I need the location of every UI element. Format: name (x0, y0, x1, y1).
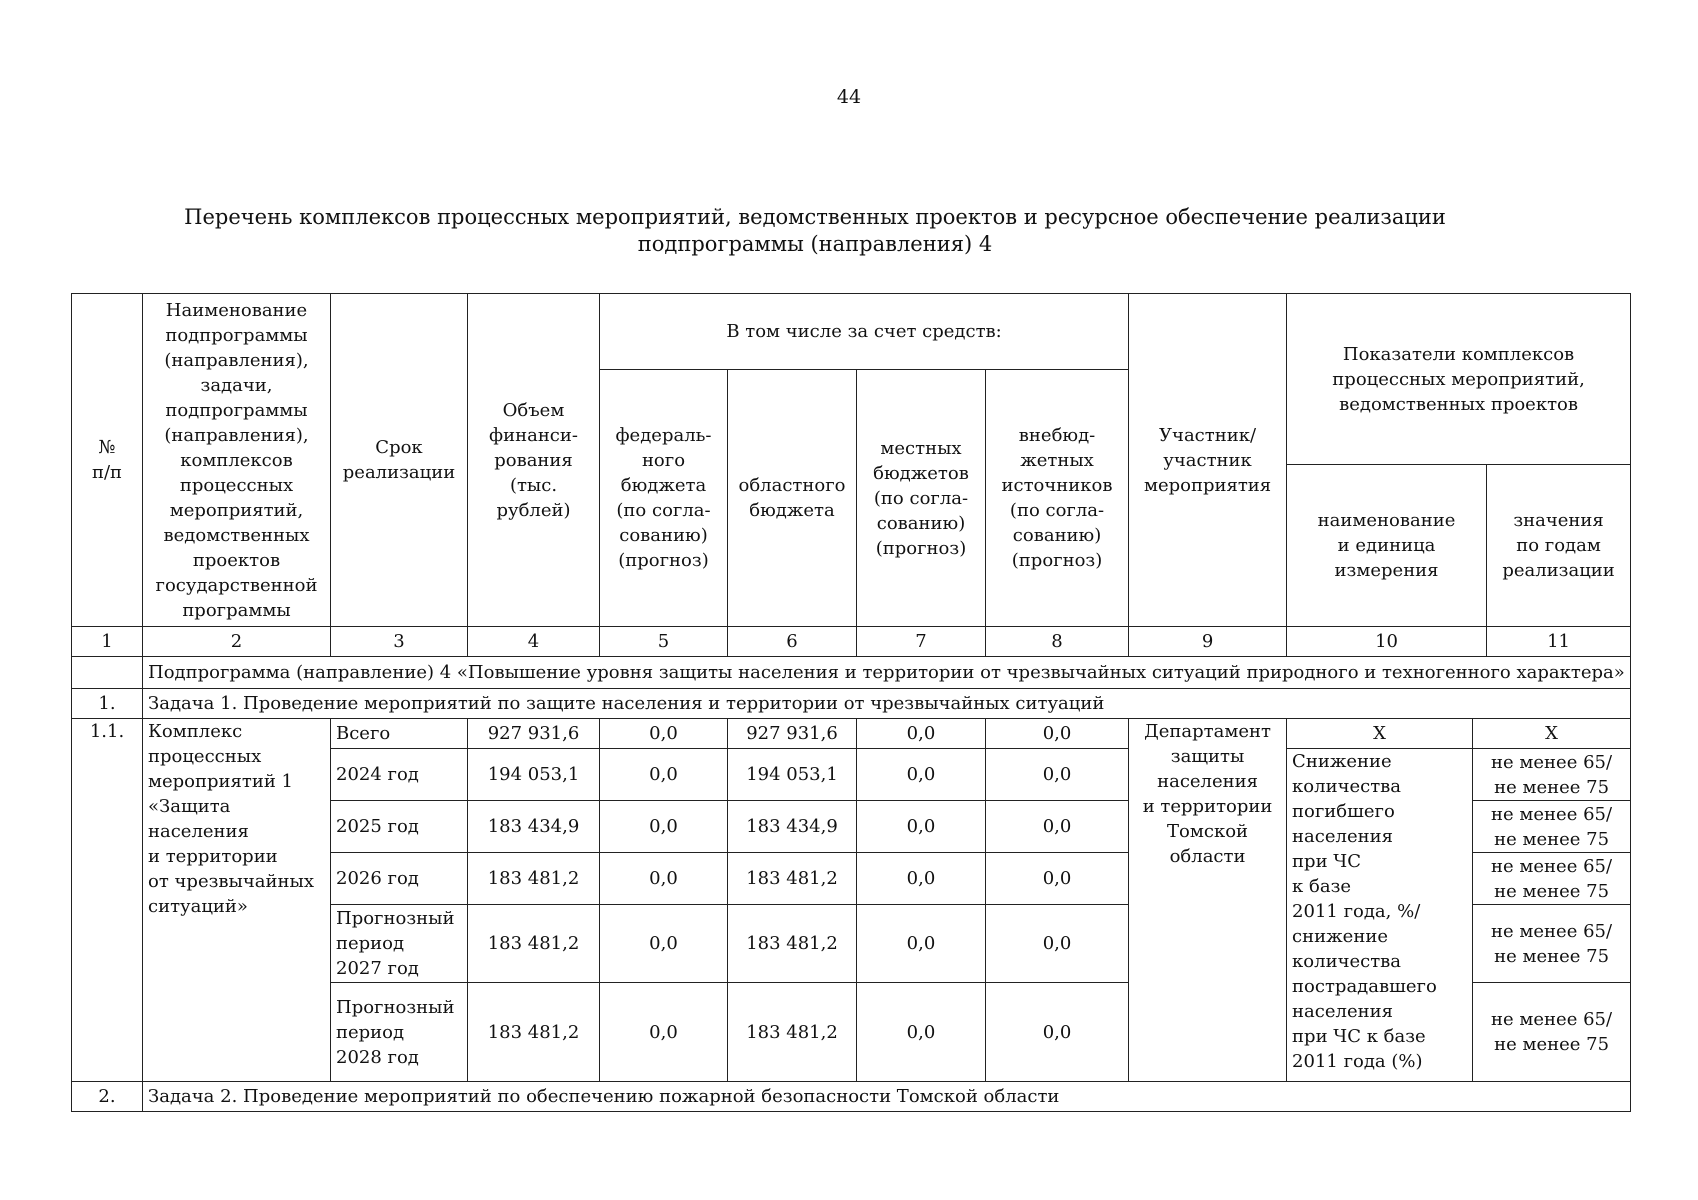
text-line: Наименование (165, 299, 308, 321)
text-line: (по согла- (873, 487, 969, 509)
text-line: мероприятия (1143, 474, 1272, 496)
text-line: защиты (1170, 746, 1245, 767)
text-line: не менее 75 (1494, 1034, 1610, 1055)
text-line: бюджета (749, 500, 835, 521)
task2-title: Задача 2. Проведение мероприятий по обеспечению пожарной безопасности Томской области (143, 1082, 1631, 1112)
text-line: не менее 65/ (1491, 751, 1613, 773)
row-term: Всего (331, 719, 468, 749)
text-line: Департамент (1144, 721, 1271, 742)
col-num: 1 (72, 627, 143, 657)
text-line: «Защита (148, 796, 231, 817)
text-line: № (98, 437, 116, 458)
text-line: подпрограммы (165, 324, 308, 346)
text-line: финанси- (489, 424, 578, 446)
text-line: процессных (148, 746, 262, 767)
text-line: и территории (1142, 796, 1273, 817)
row-volume: 927 931,6 (468, 719, 600, 749)
col-num: 6 (728, 627, 857, 657)
text-line: Участник/ (1159, 424, 1257, 446)
row-regional: 183 481,2 (728, 905, 857, 983)
row-extra: 0,0 (986, 853, 1129, 905)
column-numbers-row (72, 627, 1631, 657)
text-line: Томской (1167, 821, 1249, 842)
row-value (1473, 853, 1631, 905)
text-line: (прогноз) (1011, 550, 1103, 571)
value-x: X (1473, 719, 1631, 749)
text-line: реализации (1502, 560, 1615, 581)
text-line: Комплекс (148, 721, 243, 742)
header-federal (600, 370, 728, 627)
header-local (857, 370, 986, 627)
text-line: участник (1163, 449, 1252, 471)
col-num: 11 (1487, 627, 1631, 657)
col-num: 8 (986, 627, 1129, 657)
text-line: при ЧС (1292, 851, 1361, 872)
text-line: период (336, 933, 405, 954)
text-line: пострадавшего (1292, 976, 1437, 997)
indicator-x: X (1287, 719, 1473, 749)
text-line: рублей) (496, 499, 571, 521)
text-line: областного (738, 475, 846, 496)
text-line: подпрограммы (165, 399, 308, 421)
col-num: 9 (1129, 627, 1287, 657)
row-term: 2025 год (331, 801, 468, 853)
text-line: мероприятий 1 (148, 771, 294, 792)
row-regional: 194 053,1 (728, 749, 857, 801)
indicator-description (1287, 749, 1473, 1082)
text-line: Показатели комплексов (1342, 343, 1575, 365)
subprogram-title: Подпрограмма (направление) 4 «Повышение уровня защиты населения и территории от чрезвычайных ситуаций природного и техногенного характера» (143, 657, 1631, 689)
header-name (143, 294, 331, 627)
row-local: 0,0 (857, 749, 986, 801)
text-line: 2011 года (%) (1292, 1051, 1423, 1072)
title-line-1: Перечень комплексов процессных мероприятий, ведомственных проектов и ресурсное обеспечение реализации (184, 205, 1446, 229)
text-line: количества (1292, 776, 1402, 797)
text-line: период (336, 1021, 405, 1043)
text-line: ведомственных (163, 524, 310, 546)
text-line: жетных (1020, 450, 1094, 471)
row-value (1473, 983, 1631, 1082)
row-local: 0,0 (857, 983, 986, 1082)
text-line: сованию) (876, 512, 966, 534)
text-line: населения (148, 821, 249, 842)
text-line: ного (641, 450, 686, 471)
row-extra: 0,0 (986, 801, 1129, 853)
task1-title: Задача 1. Проведение мероприятий по защите населения и территории от чрезвычайных ситуаций (143, 689, 1631, 719)
text-line: комплексов (180, 449, 293, 471)
text-line: не менее 75 (1494, 880, 1610, 902)
header-term (331, 294, 468, 627)
row-federal: 0,0 (600, 983, 728, 1082)
row-federal: 0,0 (600, 853, 728, 905)
row-volume: 183 434,9 (468, 801, 600, 853)
col-num: 4 (468, 627, 600, 657)
complex-no: 1.1. (72, 719, 143, 1082)
text-line: 2027 год (336, 958, 419, 979)
row-term (331, 983, 468, 1082)
row-volume: 194 053,1 (468, 749, 600, 801)
text-line: Снижение (1292, 751, 1392, 772)
text-line: наименование (1317, 510, 1456, 531)
subprogram-no (72, 657, 143, 689)
text-line: не менее 65/ (1491, 855, 1613, 877)
task2-no: 2. (72, 1082, 143, 1112)
row-term (331, 905, 468, 983)
text-line: внебюд- (1018, 425, 1096, 446)
text-line: Срок (375, 437, 423, 458)
row-value (1473, 905, 1631, 983)
text-line: (тыс. (509, 474, 558, 496)
text-line: измерения (1334, 560, 1439, 581)
row-local: 0,0 (857, 719, 986, 749)
text-line: не менее 65/ (1491, 803, 1613, 825)
row-extra: 0,0 (986, 905, 1129, 983)
text-line: сованию) (619, 525, 708, 546)
row-value (1473, 749, 1631, 801)
row-term: 2026 год (331, 853, 468, 905)
text-line: (направления), (164, 349, 309, 371)
header-indicator-name (1287, 465, 1487, 627)
text-line: задачи, (200, 374, 273, 396)
row-volume: 183 481,2 (468, 853, 600, 905)
text-line: области (1169, 846, 1246, 867)
header-participant (1129, 294, 1287, 627)
row-regional: 183 481,2 (728, 853, 857, 905)
row-local: 0,0 (857, 905, 986, 983)
header-including: В том числе за счет средств: (600, 294, 1129, 370)
text-line: (прогноз) (618, 550, 709, 571)
complex-participant (1129, 719, 1287, 1082)
text-line: Прогнозный (336, 996, 455, 1018)
text-line: населения (1292, 1001, 1393, 1022)
title-line-2: подпрограммы (направления) 4 (637, 232, 993, 256)
text-line: Объем (502, 399, 565, 421)
text-line: и территории (148, 846, 278, 867)
row-extra: 0,0 (986, 983, 1129, 1082)
text-line: процессных (179, 474, 294, 496)
col-num: 7 (857, 627, 986, 657)
resource-table (71, 293, 1631, 1112)
text-line: не менее 75 (1494, 945, 1610, 967)
row-extra: 0,0 (986, 719, 1129, 749)
text-line: не менее 75 (1494, 828, 1610, 850)
row-federal: 0,0 (600, 719, 728, 749)
text-line: населения (1292, 826, 1393, 847)
col-num: 10 (1287, 627, 1487, 657)
col-num: 2 (143, 627, 331, 657)
text-line: по годам (1516, 535, 1601, 556)
row-federal: 0,0 (600, 801, 728, 853)
row-local: 0,0 (857, 801, 986, 853)
header-no (72, 294, 143, 627)
text-line: количества (1292, 951, 1402, 972)
text-line: источников (1001, 475, 1113, 496)
text-line: населения (1157, 771, 1258, 792)
row-federal: 0,0 (600, 749, 728, 801)
text-line: (по согла- (1009, 500, 1105, 521)
text-line: проектов (192, 549, 281, 571)
row-federal: 0,0 (600, 905, 728, 983)
row-regional: 183 481,2 (728, 983, 857, 1082)
text-line: не менее 75 (1494, 776, 1610, 798)
text-line: 2011 года, %/ (1292, 901, 1421, 922)
header-indicator-values (1487, 465, 1631, 627)
complex-name (143, 719, 331, 1082)
text-line: ведомственных проектов (1339, 393, 1579, 415)
text-line: при ЧС к базе (1292, 1026, 1426, 1047)
text-line: снижение (1292, 926, 1388, 947)
text-line: (по согла- (616, 500, 711, 521)
header-indicators (1287, 294, 1631, 465)
row-extra: 0,0 (986, 749, 1129, 801)
document-title (150, 204, 1480, 258)
header-regional (728, 370, 857, 627)
text-line: от чрезвычайных (148, 871, 314, 892)
text-line: государственной (155, 574, 318, 596)
row-local: 0,0 (857, 853, 986, 905)
row-value (1473, 801, 1631, 853)
header-extra (986, 370, 1129, 627)
text-line: реализации (342, 462, 456, 483)
page-number: 44 (836, 86, 862, 108)
col-num: 3 (331, 627, 468, 657)
row-volume: 183 481,2 (468, 905, 600, 983)
text-line: не менее 65/ (1491, 1009, 1613, 1030)
text-line: ситуаций» (148, 896, 248, 917)
text-line: бюджетов (873, 462, 969, 484)
text-line: 2028 год (336, 1046, 419, 1068)
text-line: не менее 65/ (1491, 920, 1613, 942)
col-num: 5 (600, 627, 728, 657)
text-line: мероприятий, (169, 499, 304, 521)
header-volume (468, 294, 600, 627)
row-regional: 183 434,9 (728, 801, 857, 853)
text-line: (направления), (164, 424, 309, 446)
text-line: к базе (1292, 876, 1352, 897)
text-line: местных (880, 437, 962, 459)
text-line: рования (494, 449, 573, 471)
task1-no: 1. (72, 689, 143, 719)
text-line: (прогноз) (875, 537, 967, 559)
text-line: федераль- (615, 425, 712, 446)
text-line: бюджета (620, 475, 707, 496)
row-regional: 927 931,6 (728, 719, 857, 749)
row-term: 2024 год (331, 749, 468, 801)
row-volume: 183 481,2 (468, 983, 600, 1082)
text-line: погибшего (1292, 801, 1395, 822)
text-line: п/п (91, 462, 123, 483)
text-line: программы (182, 599, 291, 621)
text-line: процессных мероприятий, (1332, 368, 1585, 390)
text-line: и единица (1337, 535, 1436, 556)
text-line: сованию) (1012, 525, 1102, 546)
text-line: Прогнозный (336, 908, 455, 929)
text-line: значения (1513, 510, 1604, 531)
